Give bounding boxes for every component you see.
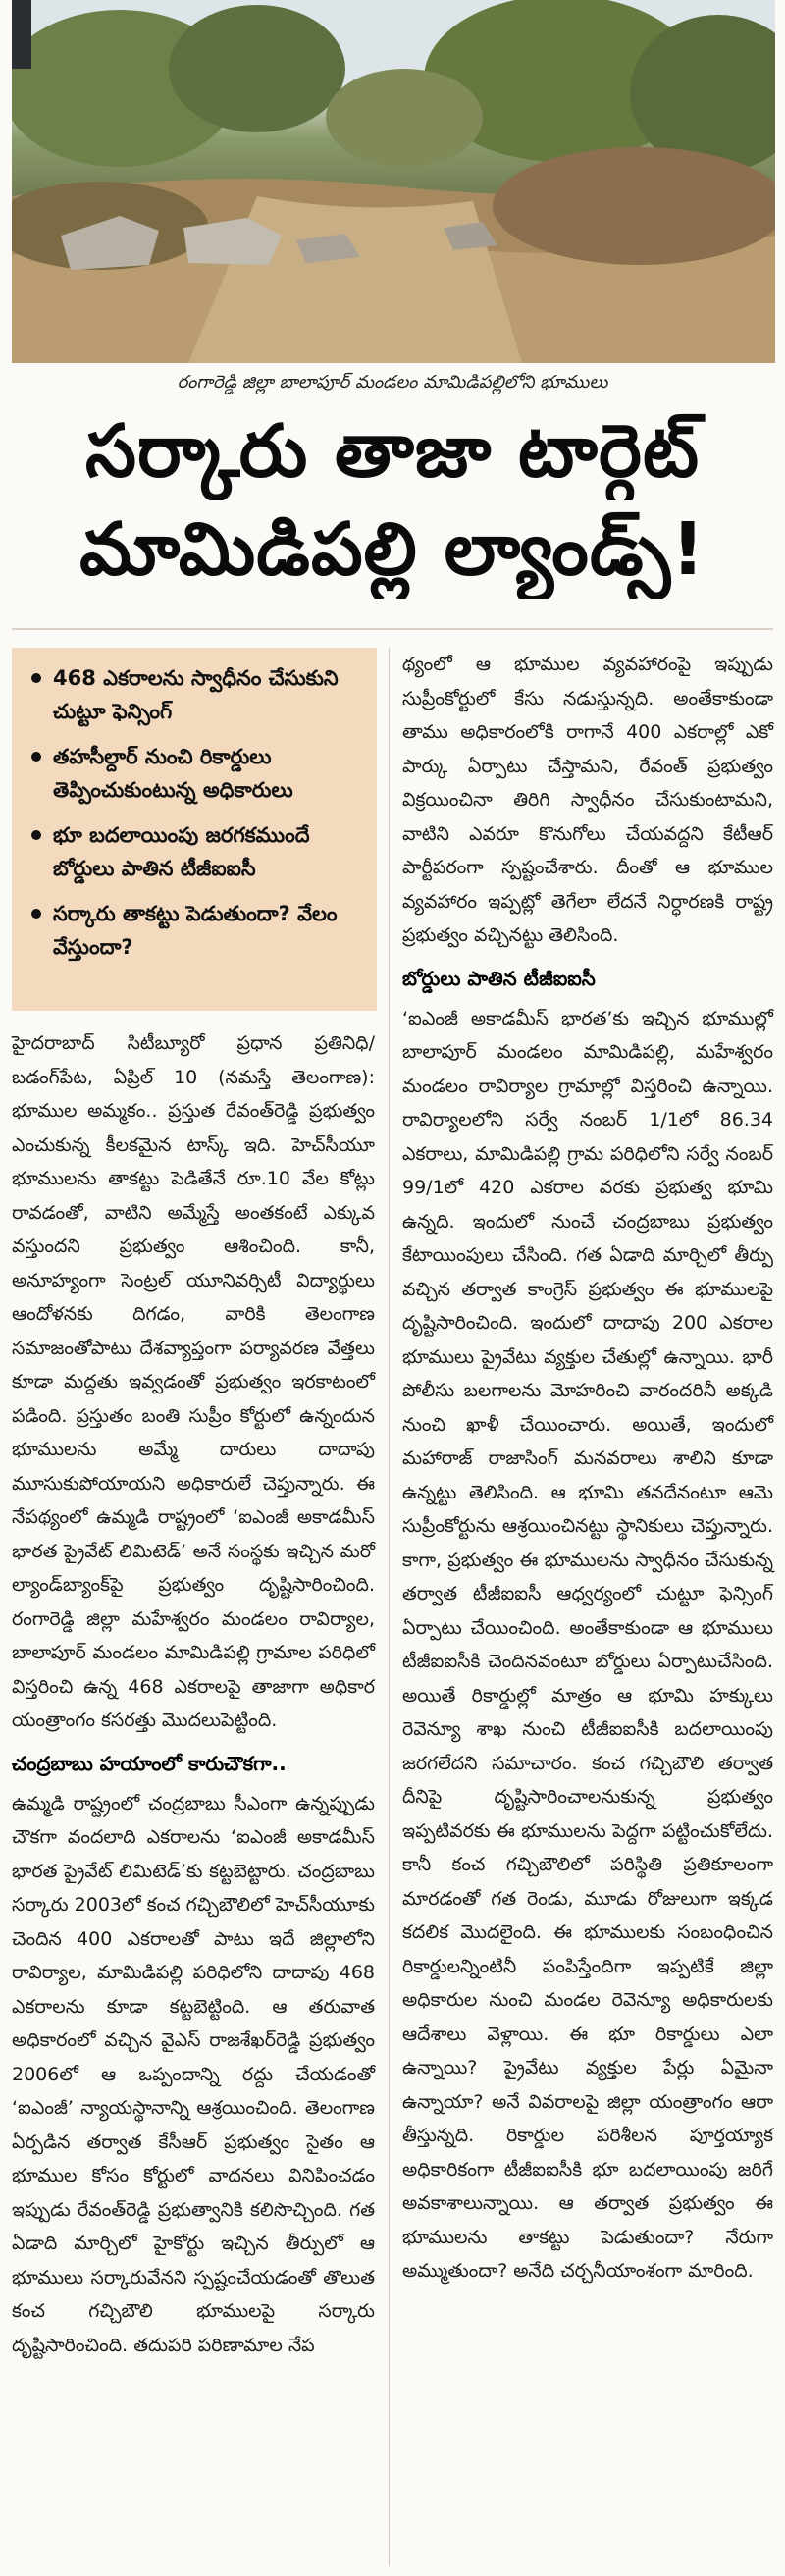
bullet-icon [31, 673, 41, 683]
section-subheading: చంద్రబాబు హయాంలో కారుచౌకగా.. [12, 1751, 287, 1775]
news-photo [12, 0, 775, 363]
article-paragraph: ఉమ్మడి రాష్ట్రంలో చంద్రబాబు సీఎంగా ఉన్నప్పుడు చౌకగా వందలాది ఎకరాలను ‘ఐఎంజీ అకాడమీస్ భారత ప్రైవేట్ లిమిటెడ్’కు కట్టబెట్టారు. చంద్రబాబు సర్కారు 2003లో కంచ గచ్చిబౌలిలో హెచ్‌సీయూకు చెందిన 400 ఎకరాలతో పాటు ఇదే జిల్లాలోని రావిర్యాల, మామిడిపల్లి పరిధిలోని దాదాపు 468 ఎకరాలను కూడా కట్టబెట్టింది. ఆ తరువాత అధికారంలో వచ్చిన వైఎస్ రాజశేఖర్‌రెడ్డి ప్రభుత్వం 2006లో ఆ ఒప్పందాన్ని రద్దు చేయడంతో ‘ఐఎంజీ’ న్యాయస్థానాన్ని ఆశ్రయించింది. తెలంగాణ ఏర్పడిన తర్వాత కేసీఆర్ ప్రభుత్వం సైతం ఆ భూముల కోసం కోర్టులో వాదనలు వినిపించడం ఇప్పుడు రేవంత్‌రెడ్డి ప్రభుత్వానికి కలిసొచ్చింది. గత ఏడాది మార్చిలో హైకోర్టు ఇచ్చిన తీర్పులో ఆ భూములు సర్కారువేనని స్పష్టంచేయడంతో తొలుత కంచ గచ్చిబౌలి భూములపై సర్కారు దృష్టిసారించింది. తదుపరి పరిణామాల నేప [12, 1792, 375, 2356]
column-divider [389, 648, 390, 2566]
headline-line-1: సర్కారు తాజా టార్గెట్ [85, 409, 700, 494]
photo-caption: రంగారెడ్డి జిల్లా బాలాపూర్ మండలం మామిడిపల్లిలోని భూములు [177, 372, 608, 393]
highlight-item [27, 818, 361, 885]
article-paragraph: హైదరాబాద్ సిటీబ్యూరో ప్రధాన ప్రతినిధి/బడంగ్‌పేట, ఏప్రిల్ 10 (నమస్తే తెలంగాణ): భూముల అమ్మకం.. ప్రస్తుత రేవంత్‌రెడ్డి ప్రభుత్వం ఎంచుకున్న కీలకమైన టాస్క్ ఇది. హెచ్‌సీయూ భూములను తాకట్టు పెడితేనే రూ.10 వేల కోట్లు రావడంతో, వాటిని అమ్మేస్తే అంతకంటే ఎక్కువ వస్తుందని ప్రభుత్వం ఆశించింది. కానీ, అనూహ్యంగా సెంట్రల్ యూనివర్సిటీ విద్యార్థులు ఆందోళనకు దిగడం, వారికి తెలంగాణ సమాజంతోపాటు దేశవ్యాప్తంగా పర్యావరణ వేత్తలు కూడా మద్దతు ఇవ్వడంతో ప్రభుత్వం ఇరకాటంలో పడింది. ప్రస్తుతం బంతి సుప్రీం కోర్టులో ఉన్నందున భూములను అమ్మే దారులు దాదాపు మూసుకుపోయాయని అధికారులే చెప్తున్నారు. ఈ నేపథ్యంలో ఉమ్మడి రాష్ట్రంలో ‘ఐఎంజీ అకాడమీస్ భారత ప్రైవేట్ లిమిటెడ్’ అనే సంస్థకు ఇచ్చిన మరో ల్యాండ్‌బ్యాంక్‌పై ప్రభుత్వం దృష్టిసారించింది. రంగారెడ్డి జిల్లా మహేశ్వరం మండలం రావిర్యాల, బాలాపూర్ మండలం మామిడిపల్లి గ్రామాల పరిధిలో విస్తరించి ఉన్న 468 ఎకరాలపై తాజాగా అధికార యంత్రాంగం కసరత్తు మొదలుపెట్టింది. [12, 1032, 375, 1731]
highlight-item [27, 897, 361, 964]
highlights-box [12, 648, 377, 1011]
headline-rule [12, 628, 773, 630]
article-paragraph: ‘ఐఎంజీ అకాడమీస్ భారత’కు ఇచ్చిన భూముల్లో బాలాపూర్ మండలం మామిడిపల్లి, మహేశ్వరం మండలం రావిర్యాల గ్రామాల్లో విస్తరించి ఉన్నాయి. రావిర్యాలలోని సర్వే నంబర్ 1/1లో 86.34 ఎకరాలు, మామిడిపల్లి గ్రామ పరిధిలోని సర్వే నంబర్ 99/1లో 420 ఎకరాల వరకు ప్రభుత్వ భూమి ఉన్నది. ఇందులో నుంచే చంద్రబాబు ప్రభుత్వం కేటాయింపులు చేసింది. గత ఏడాది మార్చిలో తీర్పు వచ్చిన తర్వాత కాంగ్రెస్ ప్రభుత్వం ఈ భూములపై దృష్టిసారించింది. ఇందులో దాదాపు 200 ఎకరాల భూములు ప్రైవేటు వ్యక్తుల చేతుల్లో ఉన్నాయి. భారీ పోలీసు బలగాలను మోహరించి వారందరినీ అక్కడి నుంచి ఖాళీ చేయించారు. అయితే, ఇందులో మహారాజ్ రాజాసింగ్ మనవరాలు శాలిని కూడా ఉన్నట్టు తెలిసింది. ఆ భూమి తనదేనంటూ ఆమె సుప్రీంకోర్టును ఆశ్రయించినట్టు స్థానికులు చెప్తున్నారు. కాగా, ప్రభుత్వం ఈ భూములను స్వాధీనం చేసుకున్న తర్వాత టీజీఐఐసీ ఆధ్వర్యంలో చుట్టూ ఫెన్సింగ్ ఏర్పాటు చేయించింది. అంతేకాకుండా ఆ భూములు టీజీఐఐసీకి చెందినవంటూ బోర్డులు ఏర్పాటుచేసింది. అయితే రికార్డుల్లో మాత్రం ఆ భూమి హక్కులు రెవెన్యూ శాఖ నుంచి టీజీఐఐసీకి బదలాయింపు జరగలేదని సమాచారం. కంచ గచ్చిబౌలి తర్వాత దీనిపై దృష్టిసారించాలనుకున్న ప్రభుత్వం ఇప్పటివరకు ఈ భూములను పెద్దగా పట్టించుకోలేదు. కానీ కంచ గచ్చిబౌలిలో పరిస్థితి ప్రతికూలంగా మారడంతో గత రెండు, మూడు రోజులుగా ఇక్కడ కదలిక మొదలైంది. ఈ భూములకు సంబంధించిన రికార్డులన్నింటినీ పంపిస్తేందిగా ఇప్పటికే జిల్లా అధికారుల నుంచి మండల రెవెన్యూ అధికారులకు ఆదేశాలు వెళ్లాయి. ఈ భూ రికార్డులు ఎలా ఉన్నాయి? ప్రైవేటు వ్యక్తుల పేర్లు ఏమైనా ఉన్నాయా? అనే వివరాలపై జిల్లా యంత్రాంగం ఆరా తీస్తున్నది. రికార్డుల పరిశీలన పూర్తయ్యాక అధికారికంగా టీజీఐఐసీకి భూ బదలాయింపు జరిగే అవకాశాలున్నాయి. ఆ తర్వాత ప్రభుత్వం ఈ భూములను తాకట్టు పెడుతుందా? నేరుగా అమ్ముతుందా? అనేది చర్చనీయాంశంగా మారింది. [402, 1007, 773, 2282]
highlight-text: తహసీల్దార్ నుంచి రికార్డులు తెప్పించుకుంటున్న అధికారులు [53, 745, 293, 802]
landscape-image [12, 0, 775, 363]
right-column [402, 648, 773, 2294]
bullet-icon [31, 752, 41, 762]
left-column [12, 1026, 375, 2368]
photo-corner-strip [12, 0, 31, 69]
bullet-icon [31, 830, 41, 840]
highlight-text: భూ బదలాయింపు జరగకముందే బోర్డులు పాతిన టీజీఐఐసీ [53, 823, 310, 880]
headline-line-2: మామిడిపల్లి ల్యాండ్స్! [79, 507, 706, 592]
page-headline [10, 402, 775, 608]
bullet-icon [31, 909, 41, 919]
highlight-text: సర్కారు తాకట్టు పెడుతుందా? వేలం వేస్తుందా? [53, 902, 338, 959]
article-paragraph: థ్యంలో ఆ భూముల వ్యవహారంపై ఇప్పుడు సుప్రీంకోర్టులో కేసు నడుస్తున్నది. అంతేకాకుండా తాము అధికారంలోకి రాగానే 400 ఎకరాల్లో ఎకో పార్కు ఏర్పాటు చేస్తామని, రేవంత్ ప్రభుత్వం విక్రయించినా తిరిగి స్వాధీనం చేసుకుంటామని, వాటిని ఎవరూ కొనుగోలు చేయవద్దని కేటీఆర్ పార్టీపరంగా స్పష్టంచేశారు. దీంతో ఆ భూముల వ్యవహారం ఇప్పట్లో తెగేలా లేదనే నిర్ధారణకి రాష్ట్ర ప్రభుత్వం వచ్చినట్టు తెలిసింది. [402, 654, 773, 946]
highlight-item [27, 661, 361, 728]
highlight-item [27, 740, 361, 807]
section-subheading: బోర్డులు పాతిన టీజీఐఐసీ [402, 966, 596, 990]
highlight-text: 468 ఎకరాలను స్వాధీనం చేసుకుని చుట్టూ ఫెన్సింగ్ [53, 666, 339, 723]
